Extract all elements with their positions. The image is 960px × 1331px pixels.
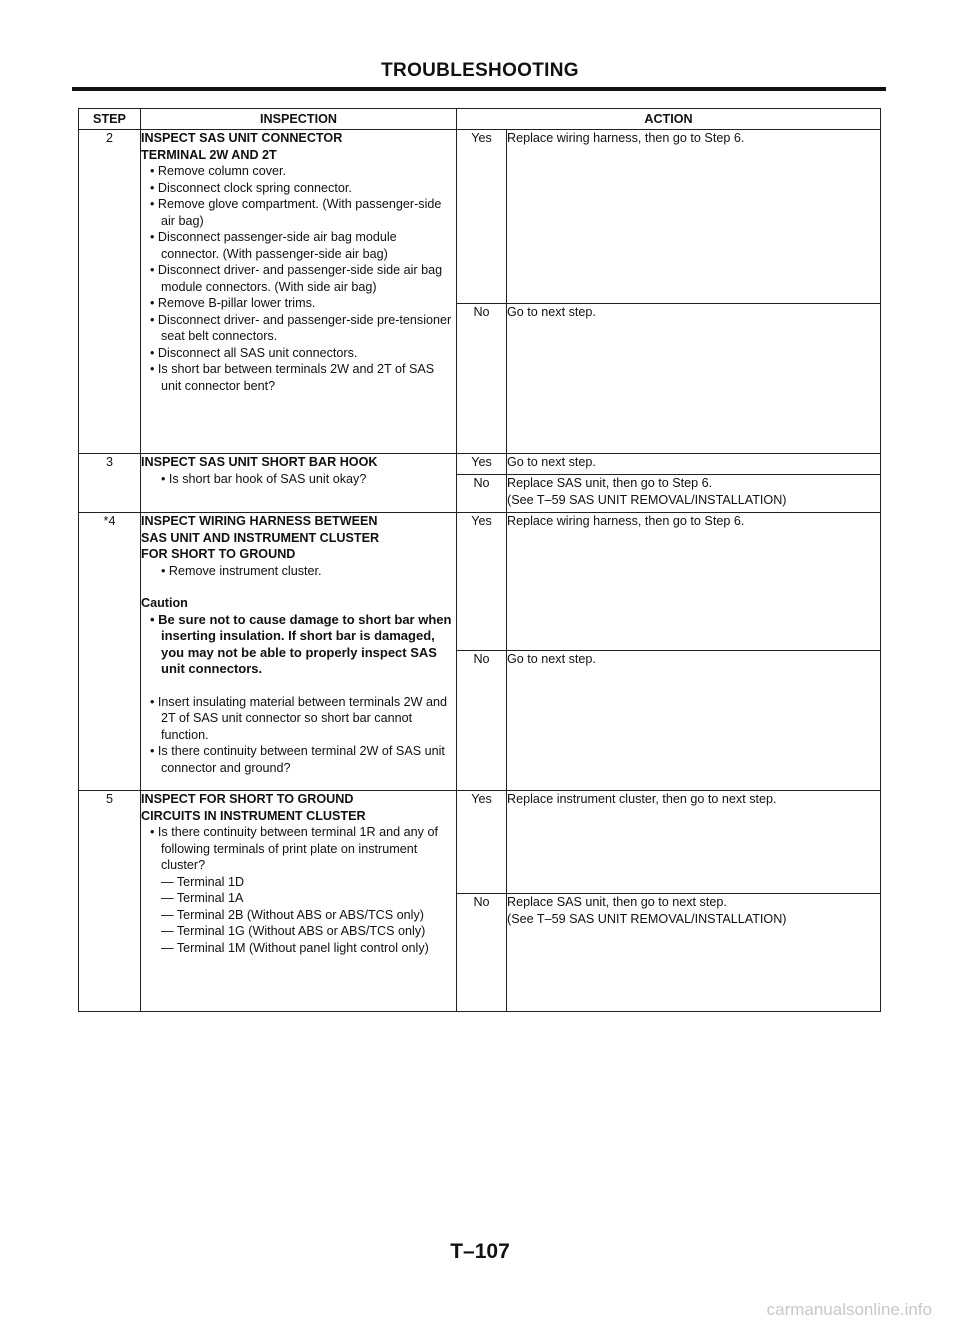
inspection-heading: INSPECT WIRING HARNESS BETWEEN bbox=[141, 514, 378, 528]
inspection-heading: INSPECT SAS UNIT CONNECTOR bbox=[141, 131, 343, 145]
list-item: • Insert insulating material between terminals 2W and 2T of SAS unit connector so short bar cannot function. bbox=[150, 694, 448, 742]
action-yes: Replace instrument cluster, then go to next step. bbox=[507, 791, 881, 894]
list-item: • Disconnect passenger-side air bag module connector. (With passenger-side air bag) bbox=[150, 230, 397, 261]
result-yes: Yes bbox=[457, 791, 507, 894]
page-number: T–107 bbox=[450, 1240, 510, 1263]
result-yes: Yes bbox=[457, 513, 507, 651]
action-yes: Replace wiring harness, then go to Step 6. bbox=[507, 130, 881, 304]
step-number: 5 bbox=[79, 791, 141, 1012]
table-row bbox=[79, 130, 881, 304]
header-step: STEP bbox=[79, 109, 141, 130]
terminal-item: — Terminal 1M (Without panel light control only) bbox=[161, 940, 429, 955]
troubleshooting-table bbox=[78, 108, 881, 1012]
inspection-cell bbox=[141, 130, 457, 454]
caution-label: Caution bbox=[141, 596, 188, 610]
result-no: No bbox=[457, 651, 507, 791]
inspection-heading: SAS UNIT AND INSTRUMENT CLUSTER bbox=[141, 530, 380, 545]
action-no-line: (See T–59 SAS UNIT REMOVAL/INSTALLATION) bbox=[507, 911, 787, 926]
caution-text: • Be sure not to cause damage to short bar when inserting insulation. If short bar is damaged, you may not be able to properly inspect SAS unit connectors. bbox=[150, 611, 452, 676]
table-row bbox=[79, 454, 881, 475]
list-item: • Disconnect all SAS unit connectors. bbox=[150, 345, 358, 360]
action-no: Go to next step. bbox=[507, 304, 881, 454]
inspection-heading: TERMINAL 2W AND 2T bbox=[141, 147, 277, 162]
result-no: No bbox=[457, 894, 507, 1012]
action-no: Go to next step. bbox=[507, 651, 881, 791]
list-item: • Disconnect driver- and passenger-side pre-tensioner seat belt connectors. bbox=[150, 312, 452, 343]
list-item: • Is there continuity between terminal 1R and any of following terminals of print plate on instrument cluster? bbox=[150, 825, 438, 872]
action-no-line: Replace SAS unit, then go to Step 6. bbox=[507, 476, 713, 490]
terminal-item: — Terminal 1G (Without ABS or ABS/TCS only) bbox=[161, 924, 426, 938]
list-item: • Disconnect driver- and passenger-side side air bag module connectors. (With side air bag) bbox=[150, 263, 443, 294]
result-yes: Yes bbox=[457, 454, 507, 475]
inspection-heading: INSPECT SAS UNIT SHORT BAR HOOK bbox=[141, 455, 378, 469]
inspection-cell bbox=[141, 513, 457, 791]
table-row bbox=[79, 791, 881, 894]
list-item: • Is short bar between terminals 2W and 2T of SAS unit connector bent? bbox=[150, 362, 435, 393]
step-number: 2 bbox=[79, 130, 141, 454]
result-no: No bbox=[457, 475, 507, 513]
list-item: • Remove column cover. bbox=[150, 164, 287, 178]
list-item: • Is short bar hook of SAS unit okay? bbox=[161, 471, 367, 486]
action-no-line: (See T–59 SAS UNIT REMOVAL/INSTALLATION) bbox=[507, 492, 787, 507]
step-number: 3 bbox=[79, 454, 141, 513]
list-item: • Disconnect clock spring connector. bbox=[150, 180, 352, 195]
title-rule bbox=[72, 87, 886, 91]
inspection-heading: FOR SHORT TO GROUND bbox=[141, 547, 296, 561]
action-no-line: Replace SAS unit, then go to next step. bbox=[507, 895, 727, 909]
page-title: TROUBLESHOOTING bbox=[381, 60, 579, 81]
table-header-row bbox=[79, 109, 881, 130]
list-item: • Is there continuity between terminal 2W of SAS unit connector and ground? bbox=[150, 744, 445, 775]
action-no bbox=[507, 475, 881, 513]
inspection-cell bbox=[141, 454, 457, 513]
terminal-item: — Terminal 1D bbox=[161, 874, 245, 889]
terminal-item: — Terminal 2B (Without ABS or ABS/TCS only) bbox=[161, 907, 424, 922]
inspection-heading: CIRCUITS IN INSTRUMENT CLUSTER bbox=[141, 808, 366, 823]
inspection-heading: INSPECT FOR SHORT TO GROUND bbox=[141, 792, 354, 806]
inspection-cell bbox=[141, 791, 457, 1012]
result-no: No bbox=[457, 304, 507, 454]
watermark: carmanualsonline.info bbox=[766, 1300, 932, 1319]
step-number: *4 bbox=[79, 513, 141, 791]
list-item: • Remove B-pillar lower trims. bbox=[150, 296, 316, 310]
action-yes: Go to next step. bbox=[507, 454, 881, 475]
header-action: ACTION bbox=[457, 109, 881, 130]
header-inspection: INSPECTION bbox=[141, 109, 457, 130]
terminal-item: — Terminal 1A bbox=[161, 891, 244, 905]
list-item: • Remove glove compartment. (With passenger-side air bag) bbox=[150, 197, 442, 228]
action-yes: Replace wiring harness, then go to Step 6. bbox=[507, 513, 881, 651]
action-no bbox=[507, 894, 881, 1012]
table-row bbox=[79, 513, 881, 651]
result-yes: Yes bbox=[457, 130, 507, 304]
list-item: • Remove instrument cluster. bbox=[161, 563, 322, 578]
